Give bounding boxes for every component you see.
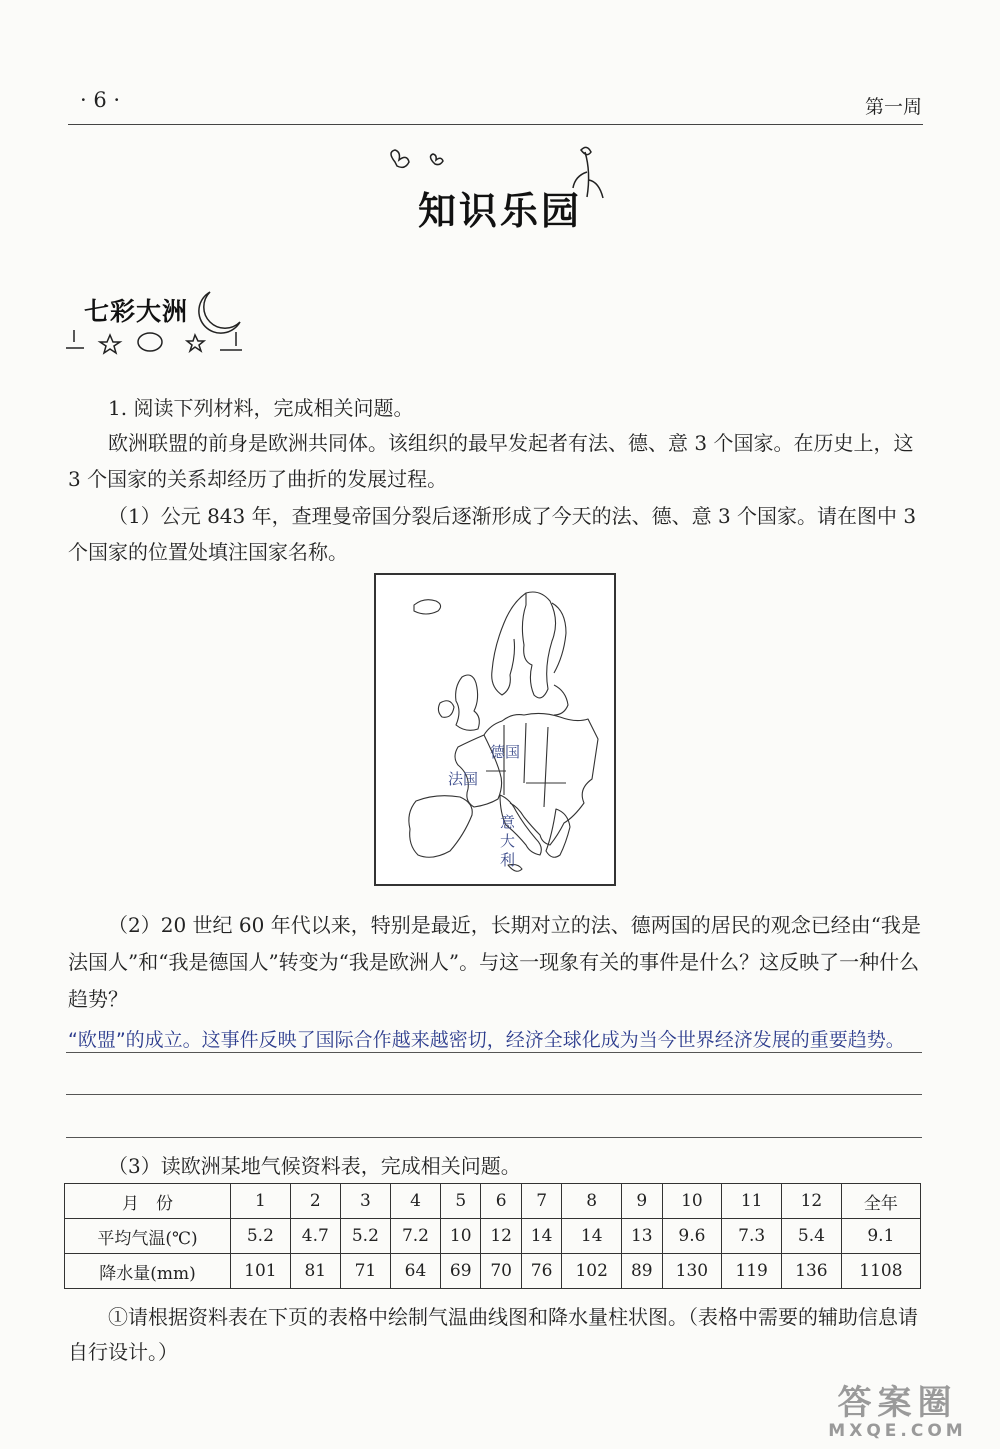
table-cell: 89	[622, 1254, 662, 1289]
watermark-logo	[800, 1385, 995, 1443]
table-cell: 69	[441, 1254, 481, 1289]
table-header-cell: 6	[481, 1184, 521, 1219]
answer-line-1	[66, 1052, 922, 1053]
table-cell: 14	[562, 1219, 622, 1254]
table-header-cell: 1	[231, 1184, 291, 1219]
europe-map	[374, 573, 616, 886]
question-part-2: （2）20 世纪 60 年代以来，特别是最近，长期对立的法、德两国的居民的观念已经由“我是法国人”和“我是德国人”转变为“我是欧洲人”。与这一现象有关的事件是什么？这反映了一种什么趋势？	[68, 913, 921, 1011]
week-label: 第一周	[864, 96, 922, 118]
answer-part-2: “欧盟”的成立。这事件反映了国际合作越来越密切，经济全球化成为当今世界经济发展的重要趋势。	[68, 1029, 905, 1051]
table-header-cell: 2	[290, 1184, 340, 1219]
table-cell: 4.7	[290, 1219, 340, 1254]
table-cell: 10	[441, 1219, 481, 1254]
table-cell: 7.2	[390, 1219, 440, 1254]
watermark-url: MXQE.COM	[828, 1421, 967, 1441]
table-cell: 101	[231, 1254, 291, 1289]
table-header-cell: 全年	[841, 1184, 920, 1219]
table-header-cell: 7	[521, 1184, 561, 1219]
sub-title: 七彩大洲	[84, 297, 189, 326]
table-cell: 76	[521, 1254, 561, 1289]
table-cell: 13	[622, 1219, 662, 1254]
answer-line-3	[66, 1137, 922, 1138]
map-label-france: 法国	[448, 770, 479, 788]
table-cell: 102	[562, 1254, 622, 1289]
watermark-chars: 答案圈	[837, 1383, 958, 1423]
table-header-cell: 5	[441, 1184, 481, 1219]
table-cell: 81	[290, 1254, 340, 1289]
table-cell: 9.6	[662, 1219, 722, 1254]
table-cell: 12	[481, 1219, 521, 1254]
question-1-intro: 1. 阅读下列材料，完成相关问题。	[108, 396, 414, 420]
table-cell: 7.3	[722, 1219, 782, 1254]
table-cell: 119	[722, 1254, 782, 1289]
map-label-italy: 意大利	[500, 813, 516, 869]
table-cell: 64	[390, 1254, 440, 1289]
table-cell: 5.4	[782, 1219, 842, 1254]
table-row	[65, 1254, 921, 1289]
climate-table	[64, 1183, 921, 1289]
table-header-cell: 3	[340, 1184, 390, 1219]
table-cell: 136	[782, 1254, 842, 1289]
question-part-1: （1）公元 843 年，查理曼帝国分裂后逐渐形成了今天的法、德、意 3 个国家。请在图中 3 个国家的位置处填注国家名称。	[68, 504, 917, 564]
table-header-cell: 10	[662, 1184, 722, 1219]
table-header-cell: 11	[722, 1184, 782, 1219]
table-row-label: 平均气温(℃)	[65, 1219, 231, 1254]
table-header-cell: 月 份	[65, 1184, 231, 1219]
table-cell: 70	[481, 1254, 521, 1289]
table-header-cell: 12	[782, 1184, 842, 1219]
table-cell: 5.2	[231, 1219, 291, 1254]
instruction-1: ①请根据资料表在下页的表格中绘制气温曲线图和降水量柱状图。（表格中需要的辅助信息请自行设计。）	[68, 1305, 918, 1364]
table-header-cell: 9	[622, 1184, 662, 1219]
answer-line-2	[66, 1094, 922, 1095]
table-cell: 130	[662, 1254, 722, 1289]
table-cell: 14	[521, 1219, 561, 1254]
table-cell: 1108	[841, 1254, 920, 1289]
europe-map-outline	[376, 575, 614, 884]
table-cell: 71	[340, 1254, 390, 1289]
table-header-cell: 8	[562, 1184, 622, 1219]
table-cell: 9.1	[841, 1219, 920, 1254]
table-header-cell: 4	[390, 1184, 440, 1219]
page-number: · 6 ·	[80, 88, 121, 112]
table-row	[65, 1219, 921, 1254]
header-rule	[68, 124, 923, 125]
table-row-label: 降水量(mm)	[65, 1254, 231, 1289]
map-label-germany: 德国	[490, 743, 521, 761]
table-cell: 5.2	[340, 1219, 390, 1254]
table-row	[65, 1184, 921, 1219]
question-part-3: （3）读欧洲某地气候资料表，完成相关问题。	[108, 1154, 521, 1178]
material-paragraph: 欧洲联盟的前身是欧洲共同体。该组织的最早发起者有法、德、意 3 个国家。在历史上，这 3 个国家的关系却经历了曲折的发展过程。	[68, 431, 914, 491]
section-title: 知识乐园	[417, 189, 582, 233]
